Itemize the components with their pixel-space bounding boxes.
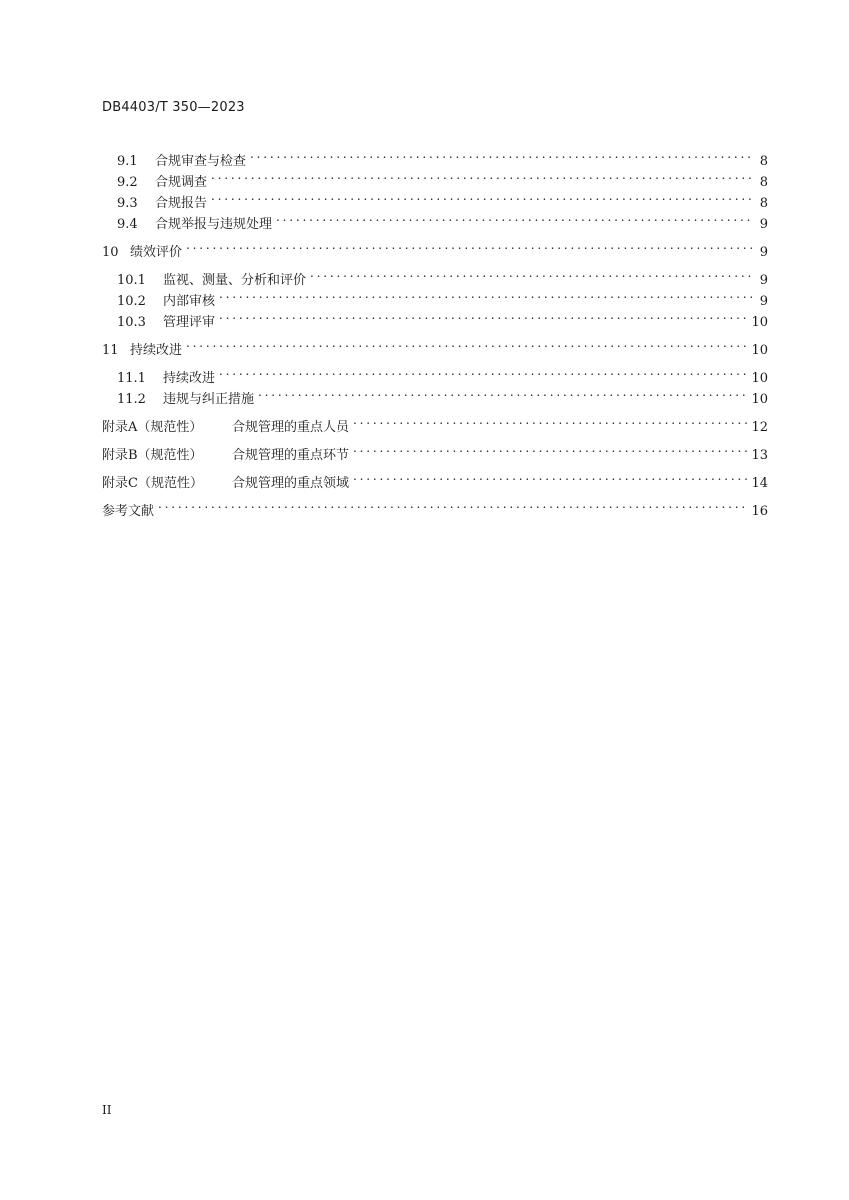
toc-entry-page: 13 — [751, 448, 768, 463]
toc-entry-number: 9.2 — [117, 175, 138, 190]
toc-entry-title: 参考文献 — [102, 504, 155, 519]
toc-entry-page: 9 — [759, 273, 768, 288]
toc-entry[interactable] — [102, 235, 768, 260]
page-number: II — [102, 1103, 112, 1117]
toc-entry-title: 合规管理的重点领域 — [232, 476, 350, 491]
toc-entry-annex-b[interactable] — [102, 438, 768, 463]
toc-entry-page: 10 — [751, 343, 768, 358]
toc-entry-number: 11 — [102, 343, 119, 358]
dot-leader — [158, 494, 747, 515]
dot-leader — [186, 333, 747, 354]
toc-entry-number: 附录C（规范性） — [102, 476, 203, 491]
toc-entry[interactable] — [102, 284, 768, 309]
dot-leader — [211, 165, 752, 186]
toc-entry-title: 持续改进 — [130, 343, 183, 358]
dot-leader — [276, 207, 752, 228]
toc-entry-bibliography[interactable] — [102, 494, 768, 519]
dot-leader — [211, 186, 752, 207]
toc-entry-page: 8 — [759, 154, 768, 169]
toc-entry-page: 8 — [759, 175, 768, 190]
dot-leader — [219, 284, 752, 305]
dot-leader — [258, 382, 747, 403]
toc-entry[interactable] — [102, 382, 768, 407]
dot-leader — [219, 361, 747, 382]
toc-entry-number: 11.2 — [117, 392, 146, 407]
toc-entry-number: 11.1 — [117, 371, 146, 386]
document-code: DB4403/T 350—2023 — [102, 100, 245, 115]
toc-entry-title: 内部审核 — [163, 294, 216, 309]
toc-entry[interactable] — [102, 165, 768, 190]
toc-entry-page: 14 — [751, 476, 768, 491]
toc-entry-page: 16 — [751, 504, 768, 519]
dot-leader — [219, 305, 747, 326]
toc-entry[interactable] — [102, 263, 768, 288]
toc-entry-title: 违规与纠正措施 — [163, 392, 255, 407]
toc-entry-page: 9 — [759, 217, 768, 232]
dot-leader — [353, 438, 747, 459]
toc-entry-page: 8 — [759, 196, 768, 211]
toc-entry-number: 附录B（规范性） — [102, 448, 203, 463]
toc-entry-number: 9.1 — [117, 154, 138, 169]
toc-entry[interactable] — [102, 144, 768, 169]
toc-entry[interactable] — [102, 207, 768, 232]
toc-entry[interactable] — [102, 333, 768, 358]
toc-entry-title: 持续改进 — [163, 371, 216, 386]
toc-entry-title: 管理评审 — [163, 315, 216, 330]
toc-entry-title: 绩效评价 — [130, 245, 183, 260]
toc-entry-number: 10.1 — [117, 273, 146, 288]
toc-entry-page: 10 — [751, 315, 768, 330]
toc-entry-title: 合规管理的重点人员 — [232, 420, 350, 435]
toc-entry-page: 10 — [751, 392, 768, 407]
toc-entry-title: 合规举报与违规处理 — [155, 217, 273, 232]
toc-entry-title: 合规审查与检查 — [155, 154, 247, 169]
dot-leader — [250, 144, 752, 165]
toc-entry-title: 合规调查 — [155, 175, 208, 190]
toc-entry-number: 附录A（规范性） — [102, 420, 203, 435]
toc-entry-title: 合规报告 — [155, 196, 208, 211]
toc-entry-annex-a[interactable] — [102, 410, 768, 435]
toc-entry-page: 12 — [751, 420, 768, 435]
toc-entry-number: 10.2 — [117, 294, 146, 309]
toc-entry-number: 9.4 — [117, 217, 138, 232]
dot-leader — [353, 466, 747, 487]
toc-entry-number: 10.3 — [117, 315, 146, 330]
dot-leader — [353, 410, 747, 431]
toc-entry[interactable] — [102, 361, 768, 386]
toc-entry[interactable] — [102, 186, 768, 211]
toc-entry-page: 10 — [751, 371, 768, 386]
dot-leader — [186, 235, 752, 256]
toc-entry-number: 10 — [102, 245, 119, 260]
table-of-contents — [102, 144, 768, 519]
toc-entry-number: 9.3 — [117, 196, 138, 211]
toc-entry-annex-c[interactable] — [102, 466, 768, 491]
toc-entry-page: 9 — [759, 245, 768, 260]
toc-entry[interactable] — [102, 305, 768, 330]
toc-entry-page: 9 — [759, 294, 768, 309]
toc-entry-title: 合规管理的重点环节 — [232, 448, 350, 463]
dot-leader — [310, 263, 752, 284]
toc-entry-title: 监视、测量、分析和评价 — [163, 273, 307, 288]
